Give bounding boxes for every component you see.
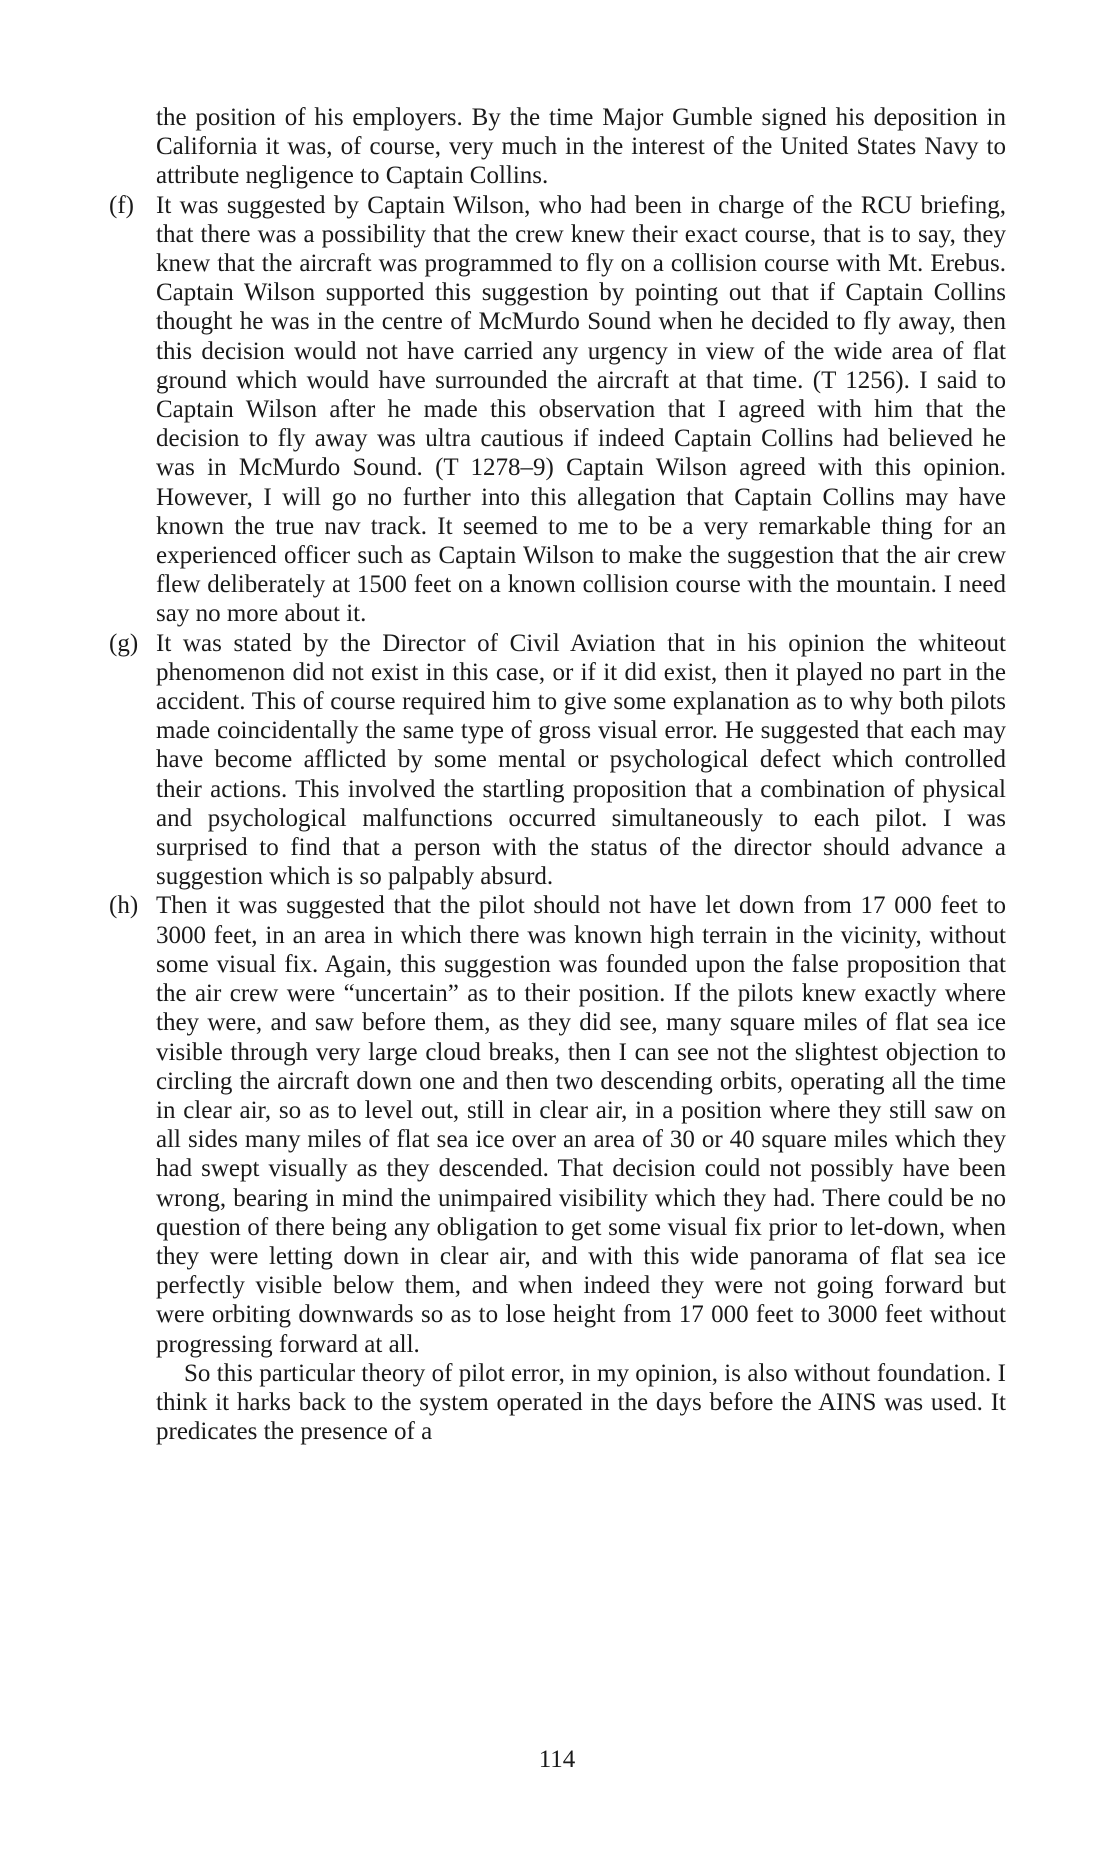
body-text — [109, 103, 1006, 1446]
item-text-g: It was stated by the Director of Civil Aviation that in his opinion the whiteout phenomenon did not exist in this case, or if it did exist, then it played no part in the accident. This of course required him to give some explanation as to why both pilots made coincidentally the same type of gross visual error. He suggested that each may have become afflicted by some mental or psychological defect which controlled their actions. This involved the startling proposition that a combination of physical and psychological malfunctions occurred simultaneously to each pilot. I was surprised to find that a person with the status of the director should advance a suggestion which is so palpably absurd. — [156, 629, 1006, 891]
list-item-f — [109, 191, 1006, 629]
item-label-f: (f) — [109, 191, 134, 219]
item-label-g: (g) — [109, 629, 139, 657]
list-item-g — [109, 629, 1006, 892]
item-label-h: (h) — [109, 892, 139, 920]
continuation-paragraph: the position of his employers. By the time Major Gumble signed his deposition in California it was, of course, very much in the interest of the United States Navy to attribute negligence to Captain Collins. — [156, 104, 1006, 190]
item-text-f: It was suggested by Captain Wilson, who had been in charge of the RCU briefing, that there was a possibility that the crew knew their exact course, that is to say, they knew that the aircraft was programmed to fly on a collision course with Mt. Erebus. Captain Wilson supported this suggestion by pointing out that if Captain Collins thought he was in the centre of McMurdo Sound when he decided to fly away, then this decision would not have carried any urgency in view of the wide area of flat ground which would have surrounded the aircraft at that time. (T 1256). I said to Captain Wilson after he made this observation that I agreed with him that the decision to fly away was ultra cautious if indeed Captain Collins had believed he was in McMurdo Sound. (T 1278–9) Captain Wilson agreed with this opinion. However, I will go no further into this allegation that Captain Collins may have known the true nav track. It seemed to me to be a very remarkable thing for an experienced officer such as Captain Wilson to make the suggestion that the air crew flew deliberately at 1500 feet on a known collision course with the mountain. I need say no more about it. — [156, 191, 1006, 628]
closing-paragraph: So this particular theory of pilot error, in my opinion, is also without foundation. I think it harks back to the system operated in the days before the AINS was used. It predicates the presence of a — [156, 1359, 1006, 1446]
item-text-h: Then it was suggested that the pilot should not have let down from 17 000 feet to 3000 feet, in an area in which there was known high terrain in the vicinity, without some visual fix. Again, this suggestion was founded upon the false proposition that the air crew were “uncertain” as to their position. If the pilots knew exactly where they were, and saw before them, as they did see, many square miles of flat sea ice visible through very large cloud breaks, then I can see not the slightest objection to circling the aircraft down one and then two descending orbits, operating all the time in clear air, so as to level out, still in clear air, in a position where they still saw on all sides many miles of flat sea ice over an area of 30 or 40 square miles which they had swept visually as they descended. That decision could not possibly have been wrong, bearing in mind the unimpaired visibility which they had. There could be no question of there being any obligation to get some visual fix prior to let-down, when they were letting down in clear air, and with this wide panorama of flat sea ice perfectly visible below them, and when indeed they were not going forward but were orbiting downwards so as to lose height from 17 000 feet to 3000 feet without progressing forward at all. — [156, 892, 1006, 1358]
list-item-h — [109, 891, 1006, 1358]
page-number: 114 — [538, 1746, 576, 1773]
